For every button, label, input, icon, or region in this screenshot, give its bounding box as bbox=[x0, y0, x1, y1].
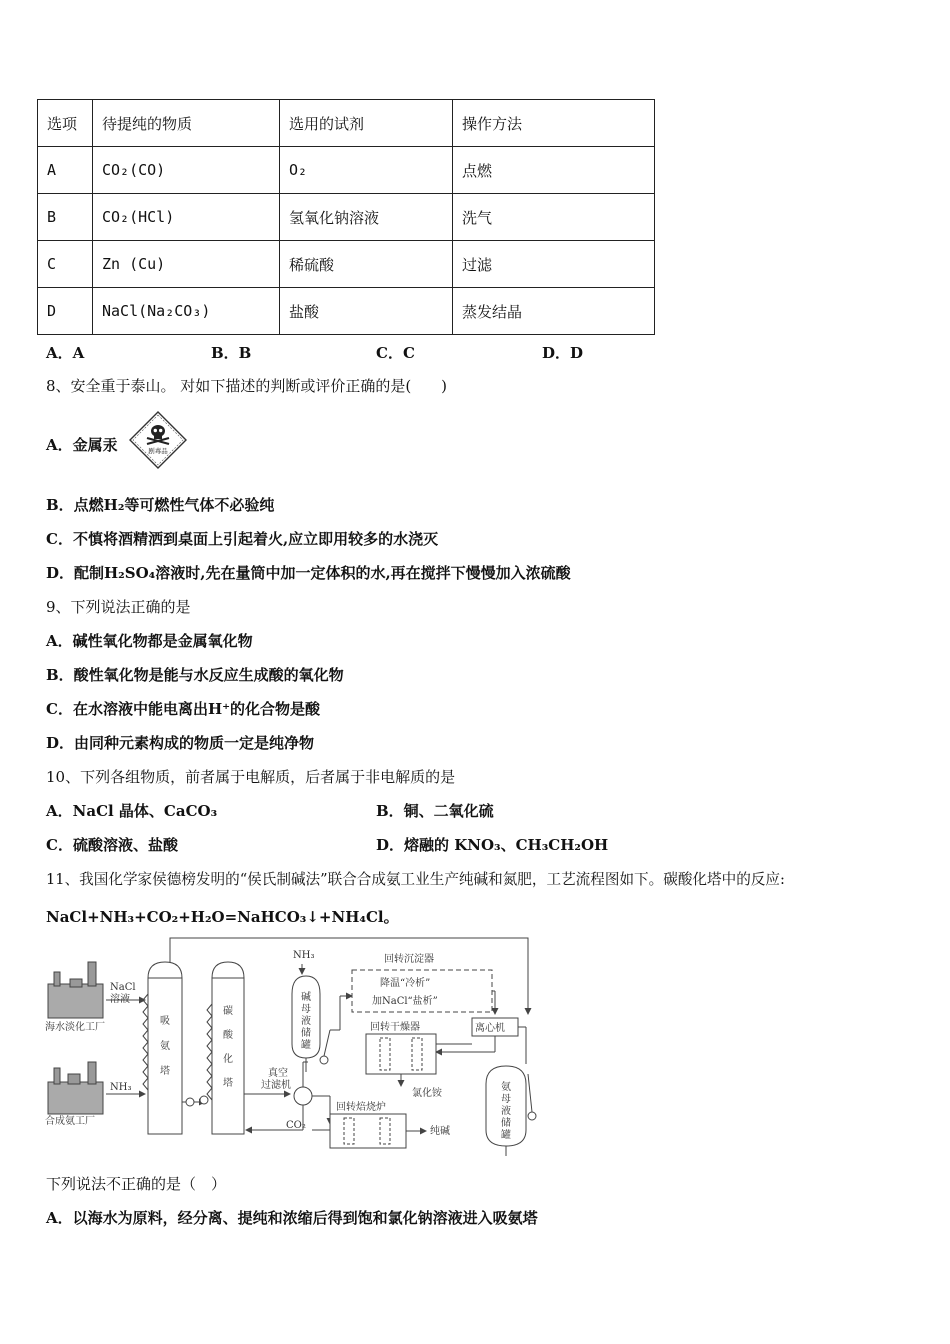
label-absorb-tower: 塔 bbox=[160, 1066, 170, 1077]
label-absorb-tower: 吸 bbox=[160, 1016, 170, 1027]
process-flow-diagram bbox=[40, 934, 550, 1164]
q11-question: 下列说法不正确的是（ ） bbox=[46, 1175, 227, 1193]
q7-answer-c[interactable]: C．C bbox=[376, 344, 415, 362]
table-row bbox=[38, 147, 655, 194]
label-vacuum-2: 过滤机 bbox=[261, 1080, 291, 1091]
q9-option-c[interactable]: C．在水溶液中能电离出H⁺的化合物是酸 bbox=[46, 700, 321, 718]
label-mother-tank: 储 bbox=[301, 1028, 311, 1039]
label-mother-tank: 液 bbox=[301, 1016, 311, 1027]
row-reagent: 稀硫酸 bbox=[280, 241, 453, 288]
label-mother-tank: 罐 bbox=[301, 1040, 311, 1051]
table-row bbox=[38, 241, 655, 288]
q10-option-c[interactable]: C．硫酸溶液、盐酸 bbox=[46, 836, 178, 854]
label-seawater-plant: 海水淡化工厂 bbox=[45, 1022, 105, 1033]
q9-option-b[interactable]: B．酸性氧化物是能与水反应生成酸的氧化物 bbox=[46, 666, 344, 684]
label-soda: 纯碱 bbox=[430, 1126, 450, 1137]
label-carbon-tower: 塔 bbox=[223, 1078, 233, 1089]
header-option: 选项 bbox=[38, 100, 93, 147]
row-reagent: O₂ bbox=[280, 147, 453, 194]
row-method: 点燃 bbox=[453, 147, 655, 194]
q7-answer-b[interactable]: B．B bbox=[211, 344, 252, 362]
q9-stem: 9、下列说法正确的是 bbox=[46, 598, 191, 616]
q8-option-b[interactable]: B．点燃H₂等可燃性气体不必验纯 bbox=[46, 496, 275, 514]
factory-icon bbox=[48, 962, 103, 1018]
table-row bbox=[38, 194, 655, 241]
label-cool: 降温“冷析” bbox=[380, 978, 431, 989]
row-substance: Zn (Cu) bbox=[93, 241, 280, 288]
table-row bbox=[38, 288, 655, 335]
label-ammonia-plant: 合成氨工厂 bbox=[45, 1116, 95, 1127]
hazard-label-text: 剧毒品 bbox=[148, 447, 168, 455]
row-substance: NaCl(Na₂CO₃) bbox=[93, 288, 280, 335]
label-nacl-1: NaCl bbox=[110, 982, 136, 993]
label-nh3-top: NH₃ bbox=[293, 950, 315, 961]
label-carbon-tower: 碳 bbox=[223, 1006, 233, 1017]
q8-option-a[interactable]: A．金属汞 bbox=[46, 436, 118, 454]
label-rotary-dryer: 回转干燥器 bbox=[370, 1022, 420, 1033]
label-co2: CO₂ bbox=[286, 1120, 306, 1131]
row-reagent: 氢氧化钠溶液 bbox=[280, 194, 453, 241]
label-ammonia-tank: 母 bbox=[501, 1094, 511, 1105]
label-mother-tank: 母 bbox=[301, 1004, 311, 1015]
label-nacl-2: 溶液 bbox=[110, 994, 130, 1005]
header-reagent: 选用的试剂 bbox=[280, 100, 453, 147]
q7-answer-a[interactable]: A．A bbox=[46, 344, 85, 362]
header-method: 操作方法 bbox=[453, 100, 655, 147]
row-reagent: 盐酸 bbox=[280, 288, 453, 335]
table-header-row bbox=[38, 100, 655, 147]
toxic-hazard-label bbox=[128, 410, 188, 470]
q8-stem: 8、安全重于泰山。 对如下描述的判断或评价正确的是( ) bbox=[46, 377, 448, 395]
q8-option-d[interactable]: D．配制H₂SO₄溶液时,先在量筒中加一定体积的水,再在搅拌下慢慢加入浓硫酸 bbox=[46, 564, 571, 582]
label-mother-tank: 碱 bbox=[301, 992, 311, 1003]
label-ammonia-tank: 罐 bbox=[501, 1130, 511, 1141]
row-method: 洗气 bbox=[453, 194, 655, 241]
row-key: B bbox=[38, 194, 93, 241]
q11-option-a[interactable]: A．以海水为原料，经分离、提纯和浓缩后得到饱和氯化钠溶液进入吸氨塔 bbox=[46, 1209, 538, 1227]
q7-answer-d[interactable]: D．D bbox=[542, 344, 584, 362]
row-key: A bbox=[38, 147, 93, 194]
q9-option-a[interactable]: A．碱性氧化物都是金属氧化物 bbox=[46, 632, 253, 650]
label-salt: 加NaCl“盐析” bbox=[372, 996, 438, 1007]
q10-option-a[interactable]: A．NaCl 晶体、CaCO₃ bbox=[46, 802, 218, 820]
row-key: D bbox=[38, 288, 93, 335]
label-carbon-tower: 化 bbox=[223, 1054, 233, 1065]
label-absorb-tower: 氨 bbox=[160, 1041, 170, 1052]
label-carbon-tower: 酸 bbox=[223, 1030, 233, 1041]
header-substance: 待提纯的物质 bbox=[93, 100, 280, 147]
label-calciner: 回转焙烧炉 bbox=[336, 1102, 386, 1113]
label-rotary-settler: 回转沉淀器 bbox=[384, 954, 434, 965]
label-nh3-in: NH₃ bbox=[110, 1082, 132, 1093]
q8-option-c[interactable]: C．不慎将酒精洒到桌面上引起着火,应立即用较多的水浇灭 bbox=[46, 530, 439, 548]
row-method: 蒸发结晶 bbox=[453, 288, 655, 335]
q9-option-d[interactable]: D．由同种元素构成的物质一定是纯净物 bbox=[46, 734, 315, 752]
label-ammonium-chloride: 氯化铵 bbox=[412, 1088, 442, 1099]
purification-table bbox=[37, 99, 655, 335]
factory-icon bbox=[48, 1062, 103, 1114]
row-method: 过滤 bbox=[453, 241, 655, 288]
label-centrifuge: 离心机 bbox=[475, 1023, 505, 1034]
label-vacuum-1: 真空 bbox=[268, 1068, 288, 1079]
q11-stem: 11、我国化学家侯德榜发明的“侯氏制碱法”联合合成氨工业生产纯碱和氮肥，工艺流程图如下。碳酸化塔中的反应: bbox=[46, 871, 785, 888]
row-key: C bbox=[38, 241, 93, 288]
q11-equation: NaCl+NH₃+CO₂+H₂O=NaHCO₃↓+NH₄Cl。 bbox=[46, 908, 399, 926]
skull-icon bbox=[128, 410, 188, 470]
row-substance: CO₂(HCl) bbox=[93, 194, 280, 241]
q10-option-b[interactable]: B．铜、二氧化硫 bbox=[376, 802, 494, 820]
flow-chart bbox=[40, 934, 550, 1164]
label-ammonia-tank: 氨 bbox=[501, 1082, 511, 1093]
q10-stem: 10、下列各组物质，前者属于电解质，后者属于非电解质的是 bbox=[46, 768, 456, 786]
label-ammonia-tank: 储 bbox=[501, 1118, 511, 1129]
label-ammonia-tank: 液 bbox=[501, 1106, 511, 1117]
q10-option-d[interactable]: D．熔融的 KNO₃、CH₃CH₂OH bbox=[376, 836, 609, 854]
row-substance: CO₂(CO) bbox=[93, 147, 280, 194]
